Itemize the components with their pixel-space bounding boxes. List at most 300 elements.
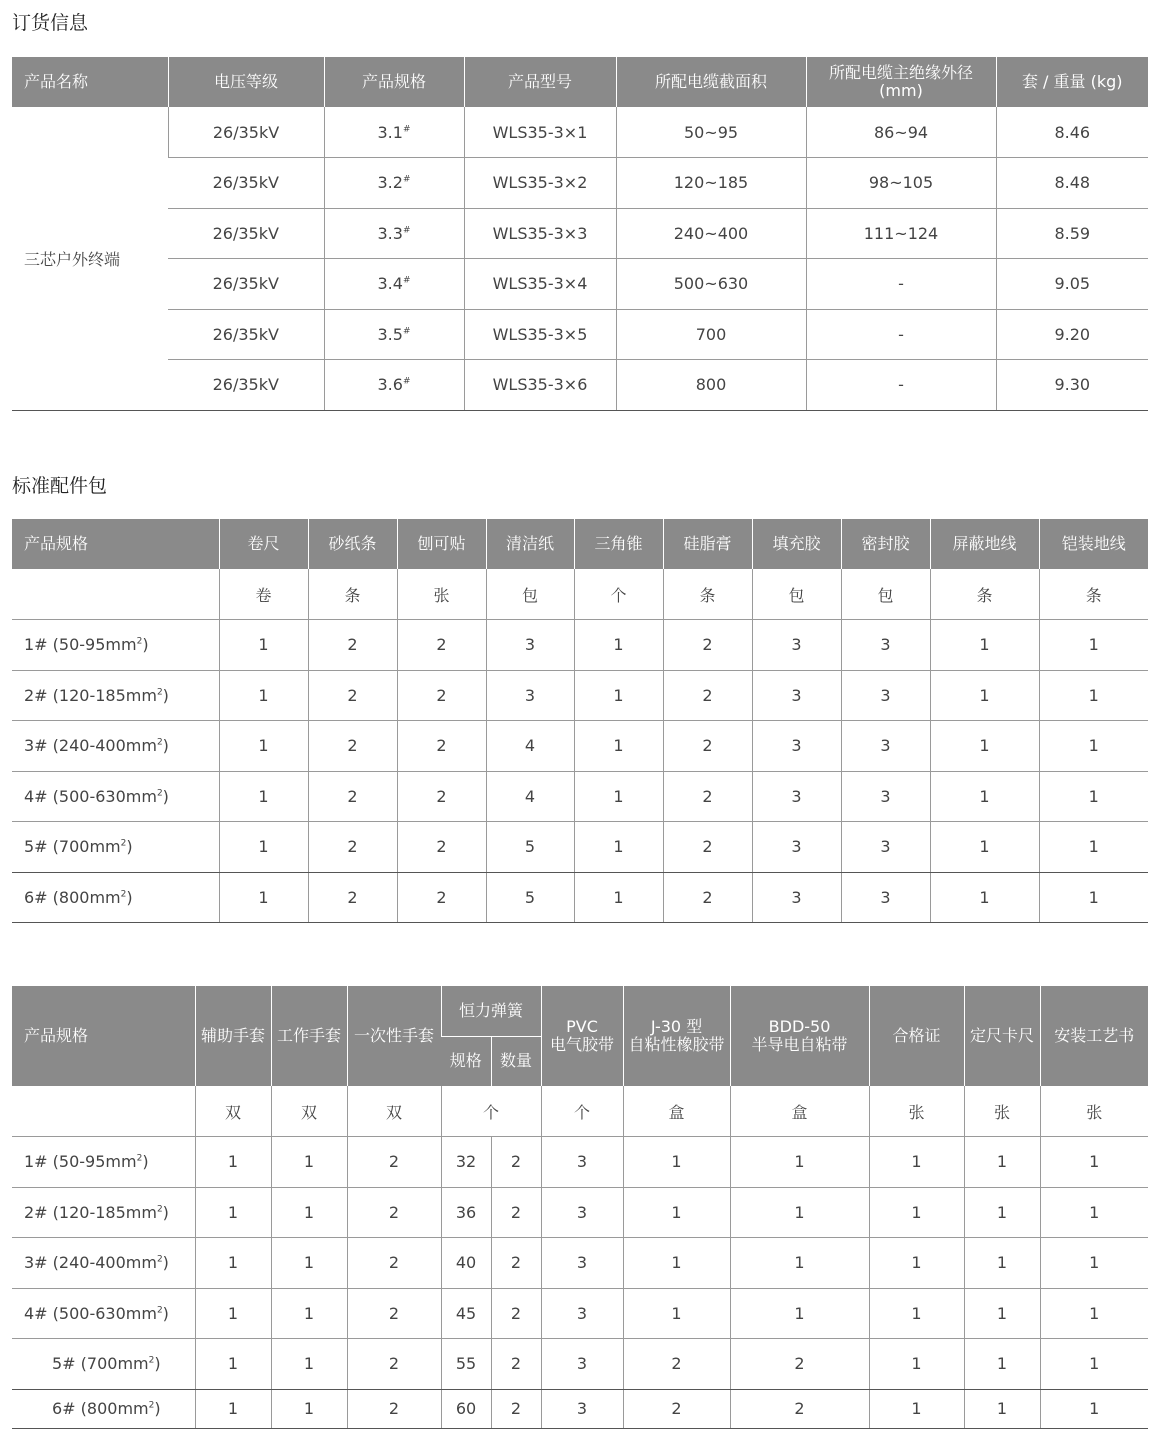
kit-value-cell: 2 [397,771,486,822]
model-cell: WLS35-3×2 [464,158,616,209]
kit2-header-bdd-line1: BDD-50 [768,1017,831,1036]
kit-value-cell: 2 [308,872,397,923]
spec-close: ) [154,1399,161,1418]
kit2-value-cell: 2 [347,1187,441,1238]
kit2-value-cell: 3 [541,1137,623,1188]
kit2-header-spring-size: 规格 [441,1036,491,1086]
kit2-value-cell: 1 [730,1288,869,1339]
kit-value-cell: 1 [1039,771,1148,822]
voltage-cell: 26/35kV [168,309,324,360]
model-cell: WLS35-3×4 [464,259,616,310]
kit-value-cell: 2 [663,822,752,873]
kit2-value-cell: 2 [491,1389,541,1428]
kit2-value-cell: 1 [730,1187,869,1238]
kit-value-cell: 1 [574,822,663,873]
kit-value-cell: 1 [1039,721,1148,772]
model-cell: WLS35-3×3 [464,208,616,259]
kit2-value-cell: 32 [441,1137,491,1188]
spec-cell [12,1238,195,1289]
spec-superscript: 2 [156,737,163,748]
kit-header-cell: 刨可贴 [397,519,486,569]
kit2-value-cell: 1 [869,1137,964,1188]
kit2-unit-cell: 盒 [730,1086,869,1137]
spec-cell [324,107,464,158]
order-row [12,107,1148,158]
kit-value-cell: 1 [574,872,663,923]
kit2-value-cell: 1 [271,1238,347,1289]
kit-unit-cell: 个 [574,569,663,620]
header-model: 产品型号 [464,57,616,107]
order-info-table [12,57,1148,411]
kit-row [12,771,1148,822]
model-cell: WLS35-3×5 [464,309,616,360]
header-insulation-diameter-line1: 所配电缆主绝缘外径 [828,63,973,82]
kit2-header-pvc-line2: 电气胶带 [550,1035,615,1054]
kit-value-cell: 1 [1039,670,1148,721]
kit-value-cell: 3 [841,872,930,923]
spec-superscript: 2 [136,636,143,647]
kit2-unit-cell: 双 [271,1086,347,1137]
spec-cell [324,158,464,209]
insulation-diameter-cell: 111~124 [806,208,996,259]
kit2-unit-cell: 个 [541,1086,623,1137]
insulation-diameter-cell: 98~105 [806,158,996,209]
kit2-header-row-1 [12,986,1148,1036]
kit-value-cell: 3 [752,721,841,772]
kit-value-cell: 1 [1039,872,1148,923]
kit-value-cell: 3 [486,670,574,721]
spec-close: ) [142,635,149,655]
spec-cell [324,259,464,310]
kit2-value-cell: 1 [964,1187,1040,1238]
kit2-unit-cell: 个 [441,1086,541,1137]
spec-label: 5# (700mm [52,1354,149,1374]
kit2-value-cell: 3 [541,1187,623,1238]
spec-cell [12,721,219,772]
kit-value-cell: 2 [663,771,752,822]
kit-header-cell: 砂纸条 [308,519,397,569]
spec-label: 5# (700mm [24,837,121,857]
spec-superscript: 2 [156,687,163,698]
kit-header-cell: 密封胶 [841,519,930,569]
kit-value-cell: 1 [1039,822,1148,873]
spec-mark: # [402,225,411,236]
kit-header-cell: 铠装地线 [1039,519,1148,569]
kit2-value-cell: 40 [441,1238,491,1289]
kit-value-cell: 3 [841,620,930,671]
kit2-value-cell: 1 [964,1339,1040,1390]
cable-area-cell: 500~630 [616,259,806,310]
kit2-units-row [12,1086,1148,1137]
kit-value-cell: 4 [486,721,574,772]
kit2-value-cell: 45 [441,1288,491,1339]
kit2-value-cell: 1 [1040,1238,1148,1289]
spec-close: ) [126,837,133,857]
kit2-value-cell: 2 [347,1137,441,1188]
kit2-row [12,1238,1148,1289]
spec-cell [12,872,219,923]
kit-value-cell: 2 [308,670,397,721]
kit-unit-cell: 张 [397,569,486,620]
kit2-value-cell: 1 [1040,1137,1148,1188]
spec-cell [12,1288,195,1339]
spec-close: ) [142,1152,149,1172]
product-name-cell: 三芯户外终端 [12,107,168,410]
kit2-value-cell: 1 [271,1339,347,1390]
kit-header-cell: 清洁纸 [486,519,574,569]
kit-header-cell: 填充胶 [752,519,841,569]
spec-cell [12,1389,195,1428]
kit2-value-cell: 2 [491,1238,541,1289]
spec-superscript: 2 [120,889,127,900]
kit-value-cell: 1 [574,670,663,721]
kit-row [12,620,1148,671]
kit2-value-cell: 1 [271,1288,347,1339]
kit2-header-work-gloves: 工作手套 [271,986,347,1086]
kit2-value-cell: 1 [195,1288,271,1339]
kit-value-cell: 1 [930,822,1039,873]
kit-value-cell: 2 [308,771,397,822]
kit2-value-cell: 1 [271,1187,347,1238]
kit2-value-cell: 1 [869,1238,964,1289]
kit2-row [12,1288,1148,1339]
kit2-value-cell: 2 [623,1389,730,1428]
kit2-header-j30 [623,986,730,1086]
kit-header-cell: 卷尺 [219,519,308,569]
order-row [12,208,1148,259]
kit-unit-cell: 条 [930,569,1039,620]
kit2-header-manual: 安装工艺书 [1040,986,1148,1086]
insulation-diameter-cell: - [806,309,996,360]
spec-close: ) [162,736,169,756]
kit2-header-aux-gloves: 辅助手套 [195,986,271,1086]
kit2-value-cell: 2 [347,1339,441,1390]
kit-value-cell: 2 [308,721,397,772]
kit2-value-cell: 2 [347,1238,441,1289]
kit-value-cell: 3 [841,822,930,873]
spec-superscript: 2 [156,1204,163,1215]
weight-cell: 9.20 [996,309,1148,360]
kit2-value-cell: 36 [441,1187,491,1238]
kit2-value-cell: 1 [623,1238,730,1289]
cable-area-cell: 800 [616,360,806,411]
kit-table [12,519,1148,923]
header-voltage: 电压等级 [168,57,324,107]
kit2-value-cell: 1 [964,1238,1040,1289]
kit2-row [12,1187,1148,1238]
kit-header-cell: 三角锥 [574,519,663,569]
order-header-row [12,57,1148,107]
kit2-header-spring: 恒力弹簧 [441,986,541,1036]
kit2-value-cell: 2 [347,1288,441,1339]
header-cable-area: 所配电缆截面积 [616,57,806,107]
insulation-diameter-cell: - [806,259,996,310]
cable-area-cell: 50~95 [616,107,806,158]
kit2-value-cell: 1 [195,1187,271,1238]
spec-value: 3.6 [377,375,403,395]
kit2-value-cell: 2 [347,1389,441,1428]
spec-close: ) [162,786,169,806]
kit2-value-cell: 1 [1040,1187,1148,1238]
header-insulation-diameter [806,57,996,107]
header-spec: 产品规格 [324,57,464,107]
kit-value-cell: 3 [486,620,574,671]
kit-value-cell: 2 [308,620,397,671]
kit-unit-cell: 条 [308,569,397,620]
kit2-header-j30-line2: 自粘性橡胶带 [628,1035,725,1054]
spec-cell [12,1339,195,1390]
cable-area-cell: 120~185 [616,158,806,209]
spec-label: 3# (240-400mm [24,1253,157,1273]
kit-unit-cell: 包 [752,569,841,620]
kit-value-cell: 4 [486,771,574,822]
kit-header-cell: 硅脂膏 [663,519,752,569]
kit2-value-cell: 1 [869,1187,964,1238]
order-info-title: 订货信息 [12,12,89,34]
spec-cell [12,620,219,671]
kit-table-2 [12,986,1148,1429]
kit2-value-cell: 1 [195,1389,271,1428]
kit-value-cell: 3 [752,670,841,721]
kit2-unit-cell: 张 [1040,1086,1148,1137]
kit2-value-cell: 1 [730,1137,869,1188]
kit2-value-cell: 60 [441,1389,491,1428]
order-row [12,259,1148,310]
kit2-value-cell: 3 [541,1389,623,1428]
spec-cell [12,1137,195,1188]
kit-value-cell: 1 [219,771,308,822]
voltage-cell: 26/35kV [168,259,324,310]
kit-row [12,670,1148,721]
spec-superscript: 2 [156,1254,163,1265]
insulation-diameter-cell: 86~94 [806,107,996,158]
kit2-value-cell: 1 [730,1238,869,1289]
kit2-value-cell: 3 [541,1339,623,1390]
spec-superscript: 2 [148,1355,155,1366]
kit-units-row [12,569,1148,620]
spec-label: 2# (120-185mm [24,685,157,705]
kit-unit-cell: 条 [663,569,752,620]
kit2-header-pvc-line1: PVC [566,1017,598,1036]
spec-close: ) [126,887,133,907]
spec-cell [12,670,219,721]
spec-label: 1# (50-95mm [24,635,137,655]
kit2-value-cell: 1 [869,1389,964,1428]
kit-value-cell: 1 [219,822,308,873]
kit-value-cell: 2 [397,620,486,671]
spec-superscript: 2 [148,1400,155,1411]
kit2-value-cell: 1 [869,1339,964,1390]
kit-header-cell: 屏蔽地线 [930,519,1039,569]
kit2-value-cell: 55 [441,1339,491,1390]
spec-label: 6# (800mm [24,887,121,907]
kit2-unit-cell: 盒 [623,1086,730,1137]
kit-value-cell: 5 [486,822,574,873]
kit-value-cell: 1 [219,620,308,671]
spec-value: 3.1 [377,122,403,142]
kit2-value-cell: 2 [730,1339,869,1390]
weight-cell: 9.30 [996,360,1148,411]
kit-value-cell: 2 [663,620,752,671]
kit-value-cell: 3 [841,670,930,721]
kit-header-row [12,519,1148,569]
insulation-diameter-cell: - [806,360,996,411]
spec-mark: # [402,124,411,135]
spec-superscript: 2 [156,788,163,799]
kit2-unit-cell: 双 [347,1086,441,1137]
spec-cell [324,208,464,259]
kit-units-blank [12,569,219,620]
voltage-cell: 26/35kV [168,208,324,259]
kit-value-cell: 1 [930,771,1039,822]
spec-close: ) [154,1354,161,1374]
spec-label: 4# (500-630mm [24,1303,157,1323]
kit2-header-cert: 合格证 [869,986,964,1086]
weight-cell: 9.05 [996,259,1148,310]
kit2-header-spec: 产品规格 [12,986,195,1086]
cable-area-cell: 240~400 [616,208,806,259]
spec-label: 6# (800mm [52,1399,149,1418]
kit-value-cell: 2 [663,670,752,721]
kit2-value-cell: 3 [541,1238,623,1289]
spec-superscript: 2 [156,1305,163,1316]
kit-value-cell: 1 [219,670,308,721]
header-product-name: 产品名称 [12,57,168,107]
kit2-units-blank [12,1086,195,1137]
cable-area-cell: 700 [616,309,806,360]
kit-value-cell: 2 [397,822,486,873]
kit-value-cell: 2 [308,822,397,873]
kit2-unit-cell: 张 [964,1086,1040,1137]
voltage-cell: 26/35kV [168,107,324,158]
kit-value-cell: 3 [752,771,841,822]
kit-header-cell: 产品规格 [12,519,219,569]
kit-title: 标准配件包 [12,475,108,497]
kit2-row [12,1389,1148,1428]
spec-mark: # [402,326,411,337]
spec-close: ) [162,1253,169,1273]
kit2-value-cell: 2 [491,1137,541,1188]
kit-value-cell: 1 [1039,620,1148,671]
kit2-header-pvc [541,986,623,1086]
spec-cell [324,309,464,360]
spec-label: 3# (240-400mm [24,736,157,756]
kit2-header-disposable-gloves: 一次性手套 [347,986,441,1086]
kit2-value-cell: 1 [195,1137,271,1188]
kit-value-cell: 2 [397,670,486,721]
kit-value-cell: 3 [752,872,841,923]
kit-unit-cell: 包 [841,569,930,620]
kit2-value-cell: 1 [195,1238,271,1289]
order-row [12,158,1148,209]
kit-value-cell: 3 [752,822,841,873]
spec-superscript: 2 [120,838,127,849]
kit-row [12,822,1148,873]
header-insulation-diameter-line2: (mm) [879,81,923,100]
kit-unit-cell: 卷 [219,569,308,620]
kit2-value-cell: 1 [1040,1288,1148,1339]
order-row [12,360,1148,411]
kit-row [12,721,1148,772]
kit2-value-cell: 2 [623,1339,730,1390]
kit2-value-cell: 1 [869,1288,964,1339]
kit2-value-cell: 1 [964,1288,1040,1339]
spec-value: 3.5 [377,324,403,344]
kit2-value-cell: 1 [964,1137,1040,1188]
kit2-value-cell: 2 [491,1288,541,1339]
kit2-value-cell: 1 [195,1339,271,1390]
kit2-value-cell: 1 [1040,1339,1148,1390]
weight-cell: 8.46 [996,107,1148,158]
kit2-value-cell: 2 [730,1389,869,1428]
voltage-cell: 26/35kV [168,360,324,411]
kit2-unit-cell: 张 [869,1086,964,1137]
kit2-header-bdd [730,986,869,1086]
spec-label: 1# (50-95mm [24,1152,137,1172]
kit-value-cell: 1 [219,721,308,772]
spec-label: 2# (120-185mm [24,1202,157,1222]
spec-cell [324,360,464,411]
voltage-cell: 26/35kV [168,158,324,209]
kit-unit-cell: 包 [486,569,574,620]
spec-value: 3.2 [377,173,403,193]
kit2-value-cell: 1 [623,1137,730,1188]
spec-label: 4# (500-630mm [24,786,157,806]
spec-close: ) [162,1202,169,1222]
spec-cell [12,1187,195,1238]
kit2-value-cell: 2 [491,1339,541,1390]
spec-value: 3.4 [377,274,403,294]
order-row [12,309,1148,360]
kit-value-cell: 2 [663,872,752,923]
spec-cell [12,771,219,822]
model-cell: WLS35-3×1 [464,107,616,158]
kit-value-cell: 1 [930,620,1039,671]
kit2-value-cell: 2 [491,1187,541,1238]
kit2-value-cell: 3 [541,1288,623,1339]
weight-cell: 8.59 [996,208,1148,259]
kit-value-cell: 2 [663,721,752,772]
kit-value-cell: 1 [574,721,663,772]
spec-mark: # [402,174,411,185]
kit-value-cell: 1 [930,872,1039,923]
kit-value-cell: 3 [752,620,841,671]
kit-value-cell: 1 [219,872,308,923]
kit-value-cell: 1 [574,771,663,822]
spec-mark: # [402,275,411,286]
kit-row [12,872,1148,923]
kit2-value-cell: 1 [623,1187,730,1238]
kit-value-cell: 1 [574,620,663,671]
model-cell: WLS35-3×6 [464,360,616,411]
spec-superscript: 2 [136,1153,143,1164]
kit-value-cell: 3 [841,721,930,772]
kit2-header-spring-qty: 数量 [491,1036,541,1086]
kit-value-cell: 1 [930,670,1039,721]
kit2-value-cell: 1 [271,1389,347,1428]
kit2-unit-cell: 双 [195,1086,271,1137]
kit2-value-cell: 1 [1040,1389,1148,1428]
kit2-header-ruler: 定尺卡尺 [964,986,1040,1086]
kit2-value-cell: 1 [271,1137,347,1188]
spec-cell [12,822,219,873]
kit2-row [12,1339,1148,1390]
kit-value-cell: 1 [930,721,1039,772]
kit-value-cell: 3 [841,771,930,822]
kit-unit-cell: 条 [1039,569,1148,620]
header-weight: 套 / 重量 (kg) [996,57,1148,107]
spec-value: 3.3 [377,223,403,243]
